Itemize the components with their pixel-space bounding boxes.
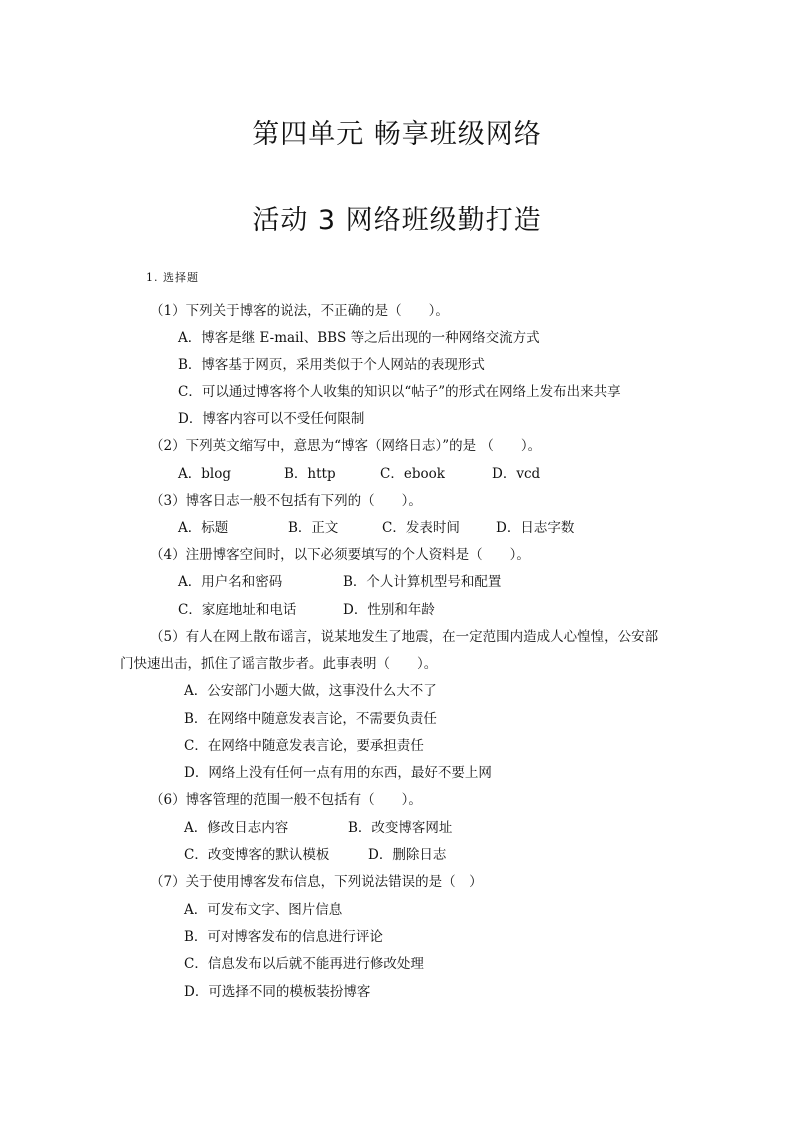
q2-option-a: A．blog <box>178 466 231 482</box>
q5-option-a: A．公安部门小题大做，这事没什么大不了 <box>184 683 437 699</box>
q2-option-d: D．vcd <box>492 466 541 482</box>
activity-title: 活动 3 网络班级勤打造 <box>252 205 542 236</box>
q5-option-b: B．在网络中随意发表言论，不需要负责任 <box>184 711 437 727</box>
q3-option-d: D．日志字数 <box>496 520 575 536</box>
q3-option-a: A．标题 <box>178 520 229 536</box>
q1-option-d: D．博客内容可以不受任何限制 <box>178 411 365 427</box>
q5-stem-line1: （5）有人在网上散布谣言，说某地发生了地震，在一定范围内造成人心惶惶，公安部 <box>150 629 659 645</box>
q7-option-d: D．可选择不同的模板装扮博客 <box>184 984 371 1000</box>
q7-option-b: B．可对博客发布的信息进行评论 <box>184 929 383 945</box>
q3-stem: （3）博客日志一般不包括有下列的（ ）。 <box>150 493 422 509</box>
q5-option-c: C．在网络中随意发表言论，要承担责任 <box>184 738 424 754</box>
unit-title: 第四单元 畅享班级网络 <box>252 119 542 150</box>
q2-option-c: C．ebook <box>380 466 445 482</box>
q7-stem: （7）关于使用博客发布信息，下列说法错误的是（ ） <box>150 874 483 890</box>
q4-option-b: B．个人计算机型号和配置 <box>343 574 502 590</box>
q1-option-c: C．可以通过博客将个人收集的知识以“帖子”的形式在网络上发布出来共享 <box>178 384 621 400</box>
q2-stem: （2）下列英文缩写中，意思为“博客（网络日志）”的是 （ ）。 <box>150 438 542 454</box>
q4-option-c: C．家庭地址和电话 <box>178 602 297 618</box>
section-heading: 1. 选择题 <box>146 271 199 284</box>
q3-option-b: B．正文 <box>288 520 339 536</box>
q6-option-a: A．修改日志内容 <box>184 820 289 836</box>
q6-option-d: D．删除日志 <box>368 847 447 863</box>
q1-option-a: A．博客是继 E-mail、BBS 等之后出现的一种网络交流方式 <box>178 330 540 346</box>
q6-option-c: C．改变博客的默认模板 <box>184 847 330 863</box>
q7-option-c: C．信息发布以后就不能再进行修改处理 <box>184 956 424 972</box>
q4-stem: （4）注册博客空间时，以下必须要填写的个人资料是（ ）。 <box>150 547 530 563</box>
q6-option-b: B．改变博客网址 <box>348 820 453 836</box>
q6-stem: （6）博客管理的范围一般不包括有（ ）。 <box>150 792 422 808</box>
q4-option-d: D．性别和年龄 <box>343 602 435 618</box>
q1-option-b: B．博客基于网页，采用类似于个人网站的表现形式 <box>178 357 485 373</box>
q3-option-c: C．发表时间 <box>382 520 460 536</box>
q5-stem-line2: 门快速出击，抓住了谣言散步者。此事表明（ ）。 <box>120 656 438 672</box>
q2-option-b: B．http <box>284 466 336 482</box>
q1-stem: （1）下列关于博客的说法，不正确的是（ ）。 <box>150 303 449 319</box>
q5-option-d: D．网络上没有任何一点有用的东西，最好不要上网 <box>184 765 492 781</box>
q4-option-a: A．用户名和密码 <box>178 574 283 590</box>
q7-option-a: A．可发布文字、图片信息 <box>184 902 343 918</box>
